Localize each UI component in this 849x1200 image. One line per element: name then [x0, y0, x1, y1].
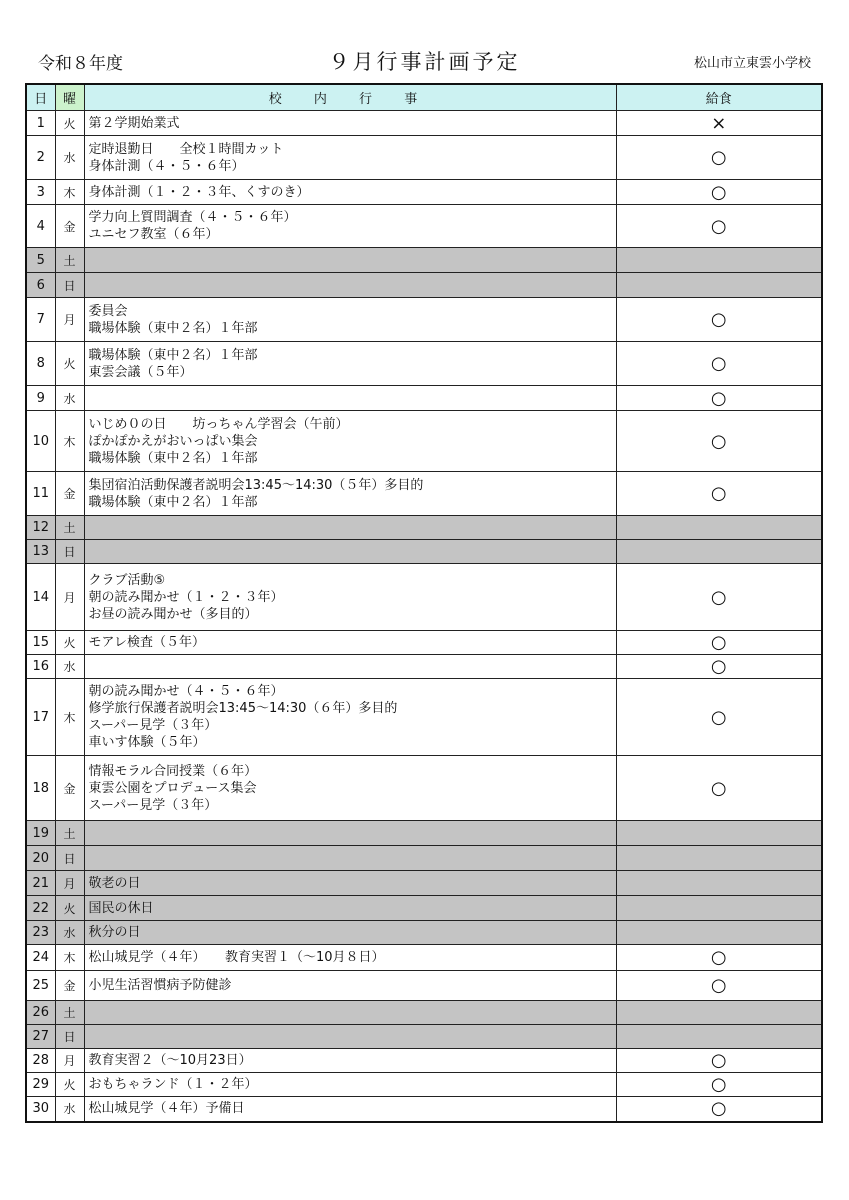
table-row: [26, 1001, 822, 1025]
weekday-cell: 日: [55, 846, 84, 871]
event-line: 松山城見学（４年）予備日: [88, 1101, 245, 1117]
event-line: 情報モラル合同授業（６年）: [88, 763, 258, 779]
table-header-row: [26, 84, 822, 111]
table-row: [26, 1073, 822, 1097]
lunch-mark: ○: [616, 298, 822, 342]
event-line: 定時退勤日 全校１時間カット: [88, 141, 284, 157]
lunch-mark: [616, 516, 822, 540]
events-cell: [84, 1049, 616, 1073]
events-cell: [84, 298, 616, 342]
day-cell: 8: [26, 342, 55, 386]
day-cell: 29: [26, 1073, 55, 1097]
event-line: モアレ検査（５年）: [88, 635, 205, 650]
table-row: [26, 411, 822, 472]
lunch-mark: ○: [616, 756, 822, 821]
weekday-cell: 金: [55, 756, 84, 821]
lunch-mark: ○: [616, 971, 822, 1001]
table-row: [26, 205, 822, 248]
events-column-header: 校 内 行 事: [84, 84, 616, 111]
event-line: クラブ活動⑤: [88, 572, 166, 588]
day-cell: 9: [26, 386, 55, 411]
day-cell: 5: [26, 248, 55, 273]
event-line: 教育実習２（～10月23日）: [88, 1053, 252, 1068]
weekday-cell: 火: [55, 896, 84, 921]
events-cell: [84, 111, 616, 136]
weekday-cell: 木: [55, 945, 84, 971]
lunch-mark: ○: [616, 1049, 822, 1073]
weekday-cell: 火: [55, 631, 84, 655]
lunch-mark: ○: [616, 631, 822, 655]
event-line: 職場体験（東中２名）１年部: [88, 347, 258, 363]
table-row: [26, 273, 822, 298]
lunch-mark: ○: [616, 472, 822, 516]
events-cell: [84, 273, 616, 298]
event-line: 車いす体験（５年）: [88, 735, 206, 750]
event-line: 秋分の日: [88, 925, 141, 940]
event-line: 集団宿泊活動保護者説明会13:45～14:30（５年）多目的: [88, 477, 424, 493]
day-cell: 4: [26, 205, 55, 248]
weekday-cell: 火: [55, 1073, 84, 1097]
table-row: [26, 111, 822, 136]
weekday-cell: 土: [55, 821, 84, 846]
weekday-cell: 日: [55, 273, 84, 298]
table-row: [26, 821, 822, 846]
event-line: 身体計測（４・５・６年）: [88, 158, 245, 174]
day-cell: 18: [26, 756, 55, 821]
day-cell: 25: [26, 971, 55, 1001]
event-line: スーパー見学（３年）: [88, 797, 218, 813]
event-line: おもちゃランド（１・２年）: [88, 1077, 258, 1092]
day-cell: 26: [26, 1001, 55, 1025]
events-cell: [84, 679, 616, 756]
school-name: 松山市立東雲小学校: [693, 55, 811, 71]
events-cell: [84, 921, 616, 945]
day-cell: 3: [26, 180, 55, 205]
event-line: ぽかぽかえがおいっぱい集会: [88, 433, 258, 449]
event-line: 東雲会議（５年）: [88, 364, 193, 380]
event-line: 第２学期始業式: [88, 115, 180, 131]
table-row: [26, 921, 822, 945]
table-row: [26, 871, 822, 896]
events-cell: [84, 971, 616, 1001]
event-line: 職場体験（東中２名）１年部: [88, 450, 258, 466]
table-row: [26, 631, 822, 655]
event-line: ユニセフ教室（６年）: [88, 227, 219, 242]
table-row: [26, 756, 822, 821]
day-cell: 17: [26, 679, 55, 756]
weekday-cell: 土: [55, 248, 84, 273]
table-row: [26, 1025, 822, 1049]
day-cell: 7: [26, 298, 55, 342]
table-row: [26, 540, 822, 564]
weekday-cell: 土: [55, 1001, 84, 1025]
event-line: 東雲公園をプロデュース集会: [88, 780, 257, 796]
events-cell: [84, 472, 616, 516]
weekday-cell: 土: [55, 516, 84, 540]
lunch-mark: ○: [616, 655, 822, 679]
events-cell: [84, 1097, 616, 1122]
day-cell: 30: [26, 1097, 55, 1122]
events-cell: [84, 564, 616, 631]
events-cell: [84, 1073, 616, 1097]
weekday-cell: 木: [55, 411, 84, 472]
table-row: [26, 248, 822, 273]
table-row: [26, 896, 822, 921]
events-cell: [84, 821, 616, 846]
lunch-mark: [616, 1025, 822, 1049]
lunch-mark: ○: [616, 205, 822, 248]
lunch-mark: [616, 273, 822, 298]
event-schedule-table: [25, 83, 823, 1123]
lunch-mark: [616, 1001, 822, 1025]
weekday-cell: 水: [55, 655, 84, 679]
day-cell: 16: [26, 655, 55, 679]
event-line: いじめ０の日 坊っちゃん学習会（午前）: [88, 416, 349, 432]
event-line: 職場体験（東中２名）１年部: [88, 494, 258, 510]
page-title: ９月行事計画予定: [328, 50, 521, 74]
table-row: [26, 386, 822, 411]
event-line: 小児生活習慣病予防健診: [88, 978, 232, 993]
event-line: 松山城見学（４年） 教育実習１（～10月８日）: [88, 950, 385, 965]
events-cell: [84, 136, 616, 180]
lunch-mark: ○: [616, 1073, 822, 1097]
schedule-rows: [26, 111, 822, 1122]
events-cell: [84, 180, 616, 205]
table-row: [26, 564, 822, 631]
day-cell: 19: [26, 821, 55, 846]
events-cell: [84, 896, 616, 921]
weekday-cell: 金: [55, 971, 84, 1001]
events-cell: [84, 540, 616, 564]
fiscal-year-label: 令和８年度: [38, 53, 123, 74]
lunch-mark: ×: [616, 111, 822, 136]
day-cell: 15: [26, 631, 55, 655]
lunch-column-header: 給食: [616, 84, 822, 111]
events-cell: [84, 386, 616, 411]
event-line: 学力向上質問調査（４・５・６年）: [88, 210, 297, 225]
event-line: 職場体験（東中２名）１年部: [88, 320, 258, 336]
day-cell: 20: [26, 846, 55, 871]
table-row: [26, 180, 822, 205]
event-line: 委員会: [88, 303, 128, 319]
day-cell: 10: [26, 411, 55, 472]
day-cell: 21: [26, 871, 55, 896]
day-column-header: 日: [26, 84, 55, 111]
table-row: [26, 655, 822, 679]
event-line: 朝の読み聞かせ（１・２・３年）: [88, 589, 284, 605]
events-cell: [84, 205, 616, 248]
lunch-mark: [616, 248, 822, 273]
table-row: [26, 679, 822, 756]
table-row: [26, 1097, 822, 1122]
day-cell: 14: [26, 564, 55, 631]
table-row: [26, 136, 822, 180]
day-cell: 23: [26, 921, 55, 945]
table-row: [26, 971, 822, 1001]
event-line: スーパー見学（３年）: [88, 718, 218, 733]
weekday-cell: 月: [55, 564, 84, 631]
events-cell: [84, 945, 616, 971]
day-cell: 27: [26, 1025, 55, 1049]
events-cell: [84, 342, 616, 386]
weekday-cell: 日: [55, 1025, 84, 1049]
lunch-mark: ○: [616, 411, 822, 472]
lunch-mark: ○: [616, 136, 822, 180]
weekday-cell: 日: [55, 540, 84, 564]
events-cell: [84, 411, 616, 472]
lunch-mark: [616, 921, 822, 945]
weekday-cell: 金: [55, 472, 84, 516]
day-cell: 2: [26, 136, 55, 180]
lunch-mark: ○: [616, 679, 822, 756]
weekday-cell: 月: [55, 298, 84, 342]
weekday-cell: 水: [55, 1097, 84, 1122]
weekday-cell: 火: [55, 342, 84, 386]
lunch-mark: [616, 846, 822, 871]
weekday-cell: 水: [55, 136, 84, 180]
table-row: [26, 298, 822, 342]
lunch-mark: ○: [616, 945, 822, 971]
table-row: [26, 945, 822, 971]
day-cell: 24: [26, 945, 55, 971]
events-cell: [84, 1025, 616, 1049]
lunch-mark: ○: [616, 180, 822, 205]
weekday-cell: 月: [55, 871, 84, 896]
table-row: [26, 846, 822, 871]
events-cell: [84, 655, 616, 679]
lunch-mark: ○: [616, 386, 822, 411]
weekday-cell: 月: [55, 1049, 84, 1073]
lunch-mark: [616, 540, 822, 564]
weekday-cell: 木: [55, 180, 84, 205]
lunch-mark: [616, 821, 822, 846]
events-cell: [84, 756, 616, 821]
events-cell: [84, 871, 616, 896]
events-cell: [84, 846, 616, 871]
day-cell: 12: [26, 516, 55, 540]
table-row: [26, 472, 822, 516]
lunch-mark: ○: [616, 342, 822, 386]
day-cell: 11: [26, 472, 55, 516]
day-cell: 28: [26, 1049, 55, 1073]
day-cell: 1: [26, 111, 55, 136]
weekday-cell: 木: [55, 679, 84, 756]
table-row: [26, 516, 822, 540]
day-cell: 13: [26, 540, 55, 564]
lunch-mark: ○: [616, 1097, 822, 1122]
weekday-cell: 金: [55, 205, 84, 248]
weekday-cell: 火: [55, 111, 84, 136]
event-line: 身体計測（１・２・３年、くすのき）: [88, 184, 310, 200]
weekday-column-header: 曜: [55, 84, 84, 111]
table-row: [26, 342, 822, 386]
event-line: 国民の休日: [88, 900, 154, 916]
day-cell: 22: [26, 896, 55, 921]
day-cell: 6: [26, 273, 55, 298]
events-cell: [84, 1001, 616, 1025]
events-cell: [84, 631, 616, 655]
lunch-mark: ○: [616, 564, 822, 631]
lunch-mark: [616, 896, 822, 921]
event-line: お昼の読み聞かせ（多目的）: [88, 606, 258, 622]
event-line: 修学旅行保護者説明会13:45～14:30（６年）多目的: [88, 701, 398, 716]
weekday-cell: 水: [55, 386, 84, 411]
lunch-mark: [616, 871, 822, 896]
table-row: [26, 1049, 822, 1073]
events-cell: [84, 516, 616, 540]
event-line: 敬老の日: [88, 875, 141, 891]
events-cell: [84, 248, 616, 273]
weekday-cell: 水: [55, 921, 84, 945]
event-line: 朝の読み聞かせ（４・５・６年）: [88, 684, 284, 699]
